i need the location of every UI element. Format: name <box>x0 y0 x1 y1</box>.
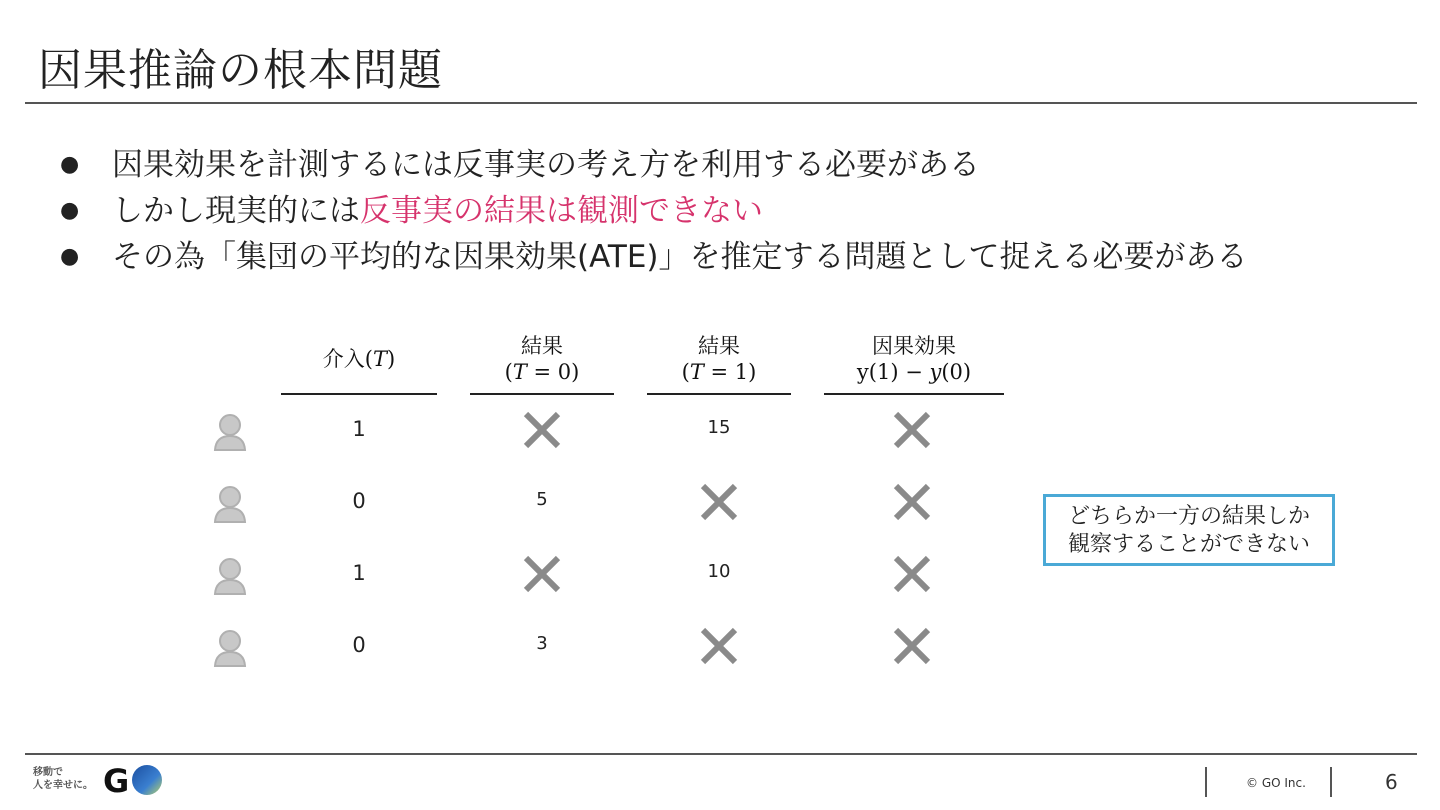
note-box <box>1043 494 1335 566</box>
header-math: (𝑇) <box>364 347 396 371</box>
copyright: © GO Inc. <box>1246 776 1306 790</box>
header-underline <box>281 393 437 395</box>
header-math: (𝑇 = 0) <box>504 360 580 384</box>
bullet-list <box>60 142 1248 280</box>
header-label: 結果 <box>698 334 740 358</box>
bullet-dot: ● <box>60 244 80 269</box>
bullet-item <box>60 142 1248 188</box>
table-cell-y1: 15 <box>707 417 731 438</box>
bullet-item <box>60 234 1248 280</box>
person-icon <box>212 556 248 596</box>
header-label: 介入 <box>322 347 365 371</box>
go-logo-letter: G <box>103 762 130 798</box>
header-causal-effect <box>824 333 1004 385</box>
logo-tagline <box>33 766 93 792</box>
bullet-highlight: 反事実の結果は観測できない <box>360 193 763 229</box>
cross-icon <box>891 554 933 594</box>
header-intervention <box>282 346 436 372</box>
cross-icon <box>891 482 933 522</box>
bullet-text: しかし現実的には <box>112 193 360 229</box>
person-icon <box>212 628 248 668</box>
cross-icon <box>521 554 563 594</box>
tagline-line: 移動で <box>33 767 63 778</box>
header-label: 因果効果 <box>872 334 956 358</box>
header-label: 結果 <box>521 334 563 358</box>
header-underline <box>824 393 1004 395</box>
bullet-dot: ● <box>60 152 80 177</box>
header-math: (𝑇 = 1) <box>681 360 757 384</box>
person-icon <box>212 412 248 452</box>
table-cell-t: 1 <box>352 417 366 441</box>
page-number: 6 <box>1385 770 1398 794</box>
table-cell-t: 0 <box>352 489 366 513</box>
table-cell-y1: 10 <box>707 561 731 582</box>
bullet-item <box>60 188 1248 234</box>
bullet-text: 因果効果を計測するには反事実の考え方を利用する必要がある <box>112 147 980 183</box>
go-logo-icon <box>103 762 163 798</box>
table-cell-t: 1 <box>352 561 366 585</box>
note-line: 観察することができない <box>1067 532 1310 557</box>
page-title: 因果推論の根本問題 <box>38 45 443 96</box>
title-divider <box>25 102 1417 104</box>
table-cell-t: 0 <box>352 633 366 657</box>
table-cell-y0: 3 <box>536 633 548 654</box>
footer-separator <box>1330 767 1332 797</box>
note-line: どちらか一方の結果しか <box>1067 504 1310 529</box>
cross-icon <box>891 626 933 666</box>
tagline-line: 人を幸せに。 <box>33 780 93 791</box>
cross-icon <box>891 410 933 450</box>
footer-divider <box>25 753 1417 755</box>
bullet-dot: ● <box>60 198 80 223</box>
cross-icon <box>698 482 740 522</box>
cross-icon <box>521 410 563 450</box>
footer-separator <box>1205 767 1207 797</box>
person-icon <box>212 484 248 524</box>
header-outcome-t1 <box>647 333 791 385</box>
header-outcome-t0 <box>470 333 614 385</box>
cross-icon <box>698 626 740 666</box>
header-underline <box>647 393 791 395</box>
header-math: y(1) − 𝑦(0) <box>856 360 972 384</box>
table-cell-y0: 5 <box>536 489 548 510</box>
header-underline <box>470 393 614 395</box>
bullet-text: その為「集団の平均的な因果効果(ATE)」を推定する問題として捉える必要がある <box>112 239 1248 275</box>
